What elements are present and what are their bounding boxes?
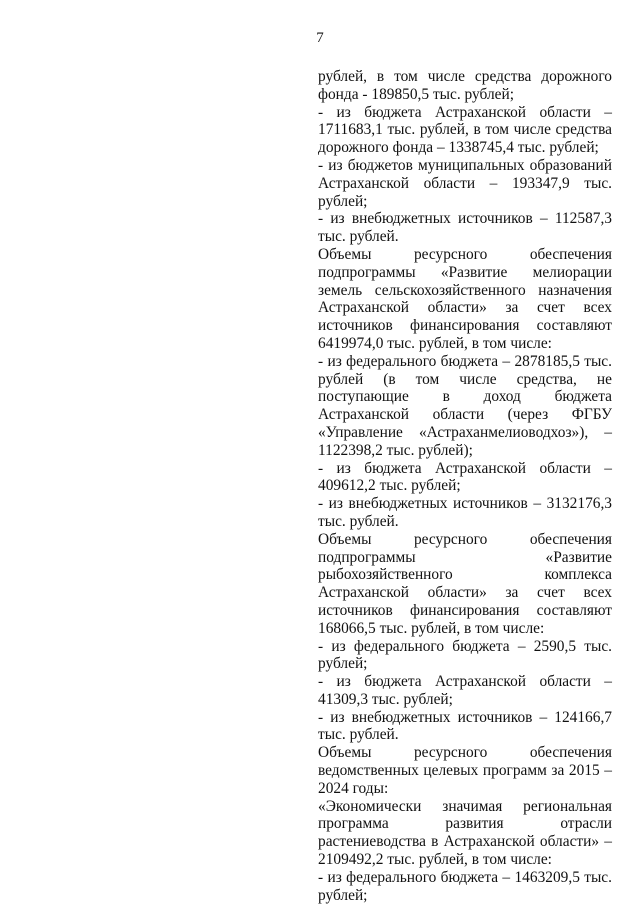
text-column	[318, 68, 612, 904]
paragraph: - из бюджета Астраханской области – 1711683,1 тыс. рублей, в том числе средства дорожного фонда – 1338745,4 тыс. рублей;	[318, 103, 612, 157]
paragraph: - из внебюджетных источников – 124166,7 тыс. рублей.	[318, 708, 612, 744]
paragraph: - из бюджета Астраханской области – 409612,2 тыс. рублей;	[318, 459, 612, 495]
paragraph: - из бюджета Астраханской области – 41309,3 тыс. рублей;	[318, 673, 612, 708]
paragraph: - из федерального бюджета – 1463209,5 тыс. рублей;	[318, 868, 612, 904]
paragraph: - из бюджетов муниципальных образований Астраханской области – 193347,9 тыс. рублей;	[318, 156, 612, 210]
paragraph: «Экономически значимая региональная программа развития отрасли растениеводства в Астраханской области» – 2109492,2 тыс. рублей, в том числе:	[318, 797, 612, 869]
paragraph: рублей, в том числе средства дорожного фонда - 189850,5 тыс. рублей;	[318, 68, 612, 103]
page-number: 7	[316, 30, 324, 46]
paragraph: - из внебюджетных источников – 112587,3 тыс. рублей.	[318, 210, 612, 246]
paragraph: - из федерального бюджета – 2590,5 тыс. рублей;	[318, 637, 612, 673]
paragraph: - из внебюджетных источников – 3132176,3 тыс. рублей.	[318, 495, 612, 530]
paragraph: - из федерального бюджета – 2878185,5 тыс. рублей (в том числе средства, не поступающие в доход бюджета Астраханской области (через ФГБУ «Управление «Астраханмелиоводхоз»), – 1122398,2 тыс. рублей);	[318, 352, 612, 459]
paragraph: Объемы ресурсного обеспечения подпрограммы «Развитие рыбохозяйственного комплекса Астраханской области» за счет всех источников финансирования составляют 168066,5 тыс. рублей, в том числе:	[318, 530, 612, 637]
paragraph: Объемы ресурсного обеспечения ведомственных целевых программ за 2015 – 2024 годы:	[318, 744, 612, 797]
paragraph: Объемы ресурсного обеспечения подпрограммы «Развитие мелиорации земель сельскохозяйственного назначения Астраханской области» за счет всех источников финансирования составляют 6419974,0 тыс. рублей, в том числе:	[318, 245, 612, 352]
